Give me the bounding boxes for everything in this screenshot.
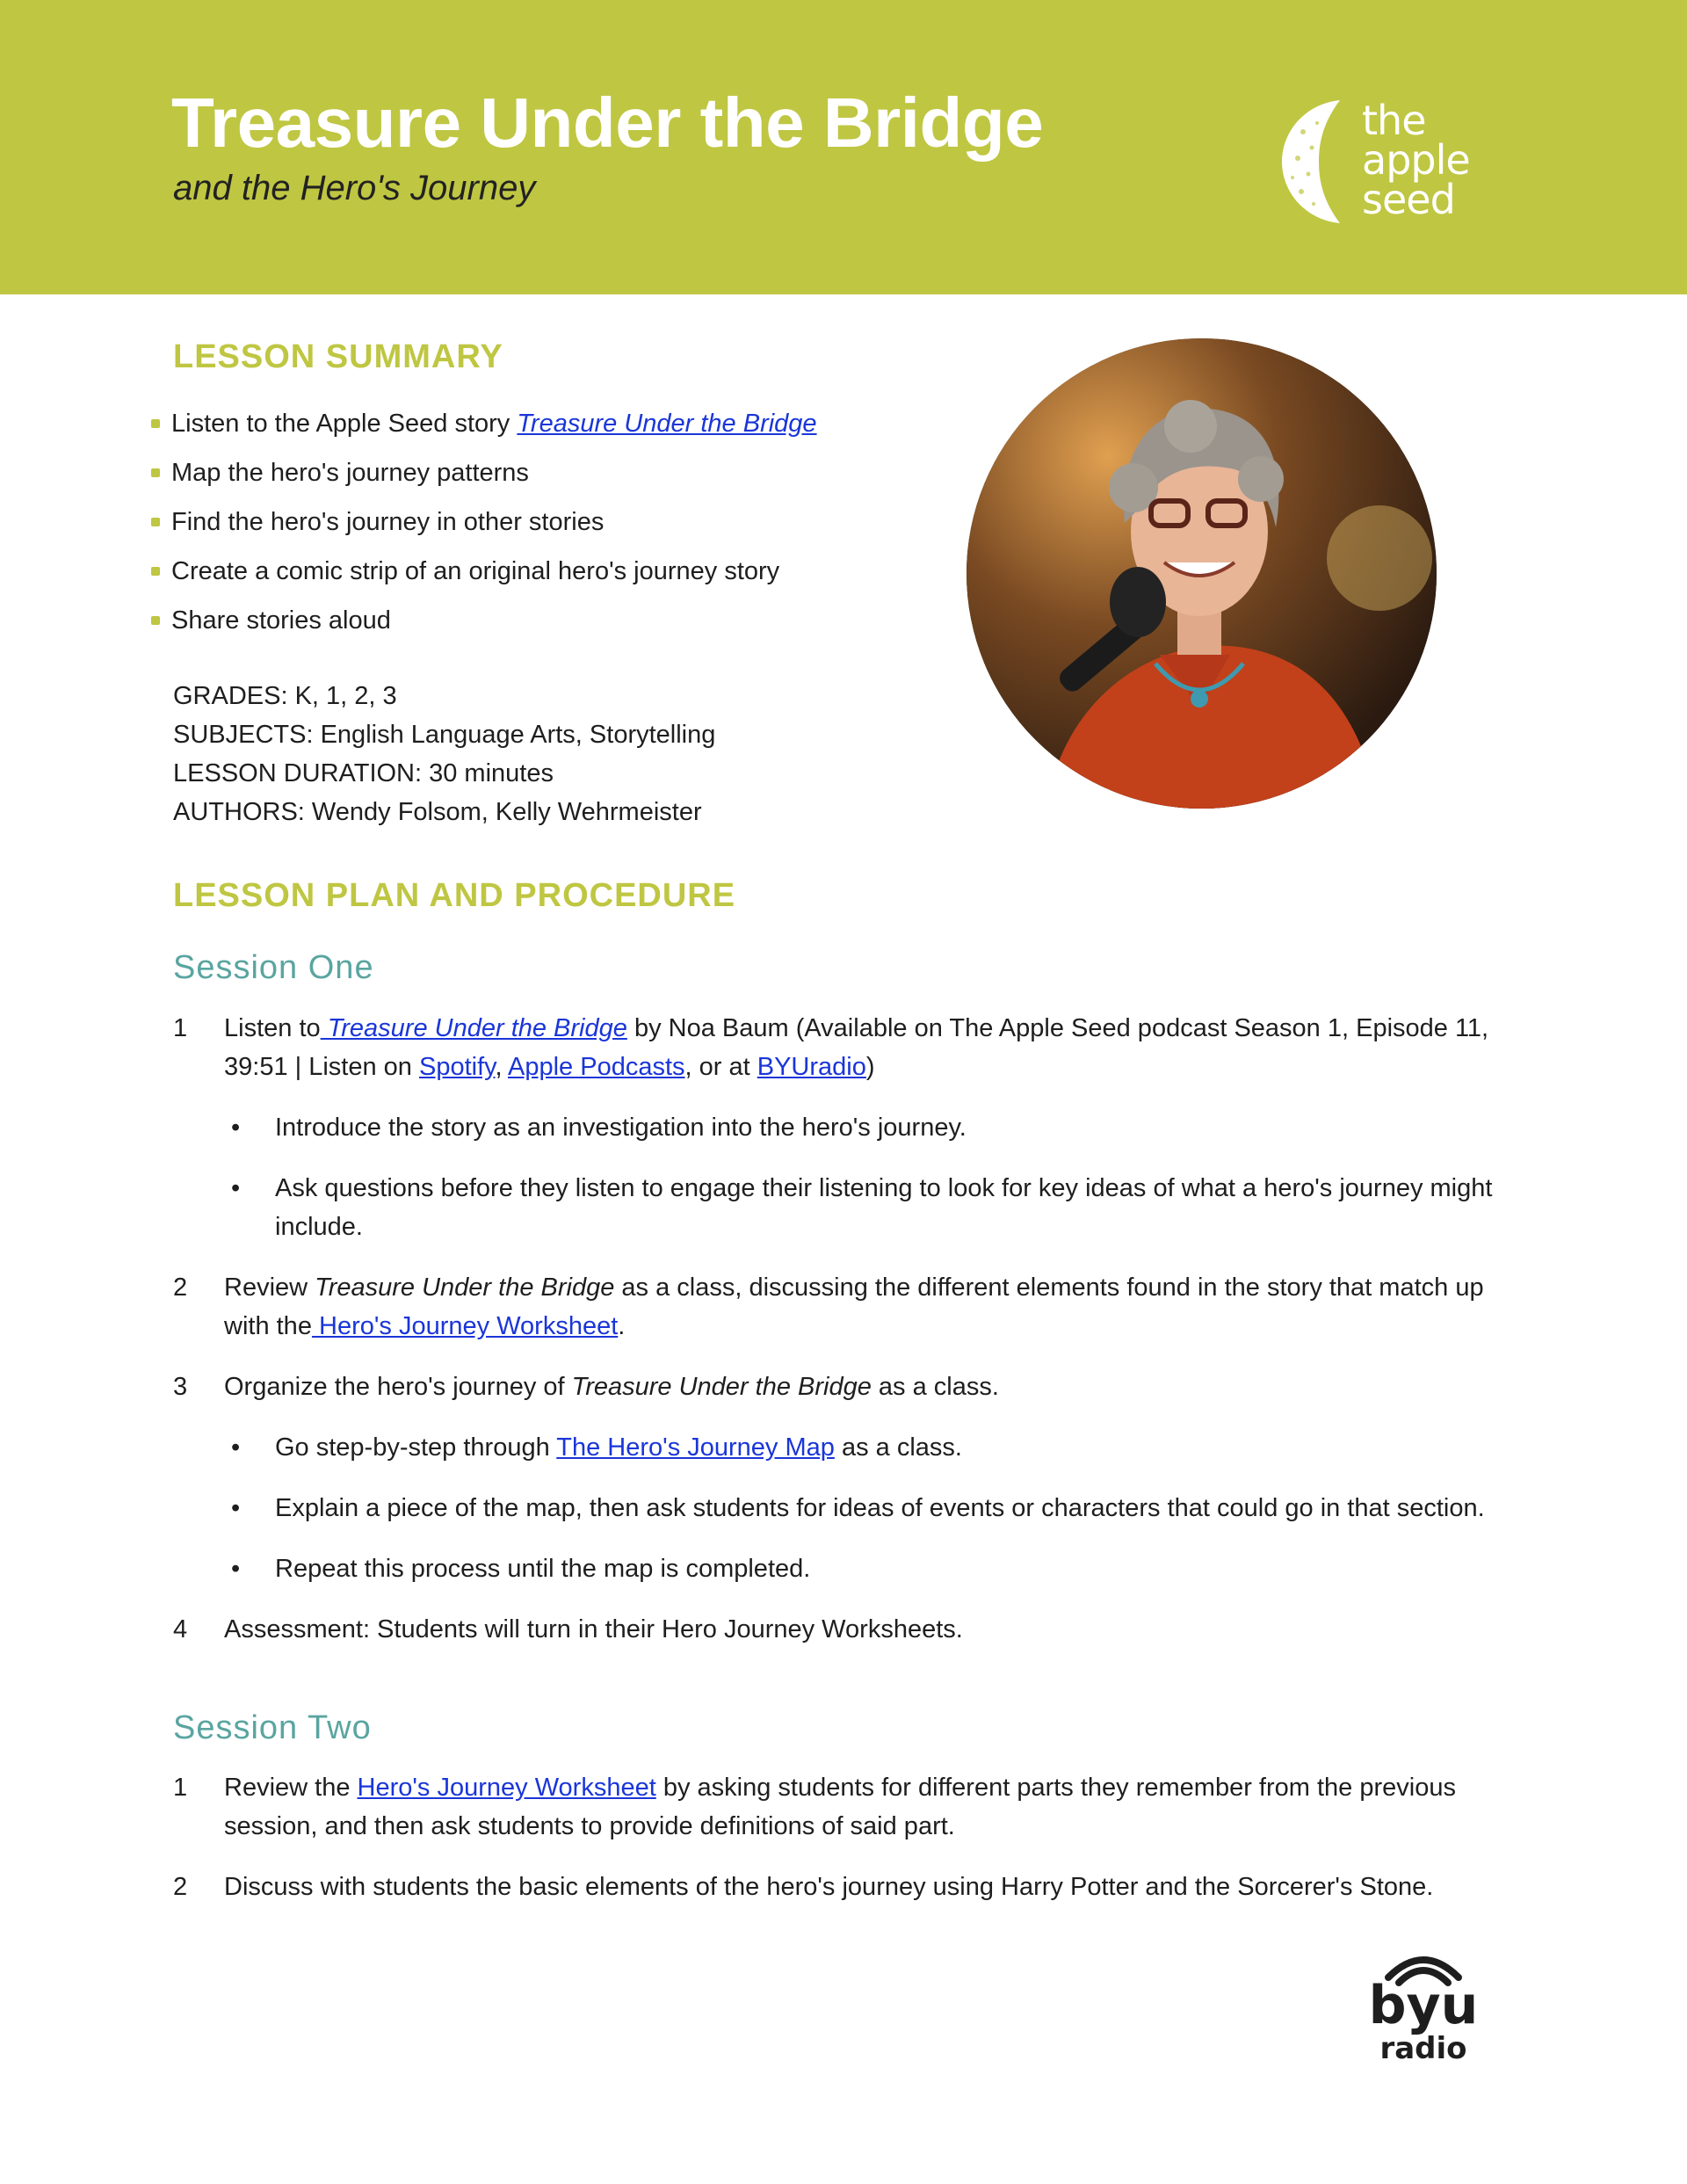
header-banner bbox=[0, 0, 1687, 294]
subjects-line: SUBJECTS: English Language Arts, Storytelling bbox=[173, 721, 716, 749]
story-link[interactable]: Treasure Under the Bridge bbox=[320, 1014, 627, 1042]
session-one-heading: Session One bbox=[173, 949, 374, 986]
heros-journey-map-link[interactable]: The Hero's Journey Map bbox=[556, 1433, 835, 1462]
sub-step-item: • Go step-by-step through The Hero's Journey Map as a class. bbox=[224, 1428, 1509, 1467]
step-item: 1 Review the Hero's Journey Worksheet by asking students for different parts they remember from the previous session, and then ask students to provide definitions of said part. bbox=[173, 1768, 1509, 1846]
bullet-icon bbox=[151, 567, 160, 576]
step-item: 3 Organize the hero's journey of Treasure Under the Bridge as a class. bbox=[173, 1368, 1509, 1406]
heros-journey-worksheet-link[interactable]: Hero's Journey Worksheet bbox=[311, 1312, 619, 1340]
duration-line: LESSON DURATION: 30 minutes bbox=[173, 759, 554, 787]
summary-list bbox=[148, 404, 938, 650]
step-number: 3 bbox=[173, 1373, 188, 1401]
byuradio-link[interactable]: BYUradio bbox=[757, 1053, 866, 1081]
radio-logo-text: radio bbox=[1379, 2031, 1467, 2065]
step-number: 1 bbox=[173, 1774, 188, 1802]
sub-step-item: • Repeat this process until the map is completed. bbox=[224, 1549, 1509, 1588]
authors-line: AUTHORS: Wendy Folsom, Kelly Wehrmeister bbox=[173, 798, 702, 826]
session-one-steps bbox=[173, 1009, 1509, 1671]
spotify-link[interactable]: Spotify bbox=[418, 1053, 496, 1081]
step-item: 2 Review Treasure Under the Bridge as a class, discussing the different elements found in the story that match up with the Hero's Journey Worksheet. bbox=[173, 1268, 1509, 1346]
byu-logo-text: byu bbox=[1368, 1975, 1479, 2036]
step-number: 1 bbox=[173, 1014, 188, 1042]
logo-line-seed: seed bbox=[1362, 176, 1455, 223]
logo-line-the: the bbox=[1362, 97, 1426, 144]
summary-item: Map the hero's journey patterns bbox=[148, 453, 938, 503]
story-link[interactable]: Treasure Under the Bridge bbox=[517, 410, 817, 438]
grades-line: GRADES: K, 1, 2, 3 bbox=[173, 682, 397, 710]
bullet-icon: • bbox=[231, 1174, 241, 1202]
lesson-meta bbox=[173, 677, 715, 831]
session-two-steps bbox=[173, 1768, 1509, 1928]
heros-journey-worksheet-link[interactable]: Hero's Journey Worksheet bbox=[357, 1774, 656, 1802]
step-number: 2 bbox=[173, 1873, 188, 1901]
bullet-icon bbox=[151, 468, 160, 477]
summary-item: Share stories aloud bbox=[148, 601, 938, 650]
bullet-icon bbox=[151, 419, 160, 428]
apple-seed-logo-text bbox=[1362, 97, 1470, 223]
step-item: 2 Discuss with students the basic elements of the hero's journey using Harry Potter and the Sorcerer's Stone. bbox=[173, 1868, 1509, 1906]
step-item: 4 Assessment: Students will turn in their Hero Journey Worksheets. bbox=[173, 1610, 1509, 1649]
sub-step-item: • Ask questions before they listen to engage their listening to look for key ideas of what a hero's journey might include. bbox=[224, 1169, 1509, 1246]
step-number: 2 bbox=[173, 1273, 188, 1302]
storyteller-photo-illustration bbox=[967, 338, 1437, 809]
storyteller-photo bbox=[967, 338, 1437, 809]
bullet-icon bbox=[151, 616, 160, 625]
step-number: 4 bbox=[173, 1615, 188, 1643]
summary-item: Listen to the Apple Seed story Treasure Under the Bridge bbox=[148, 404, 938, 453]
logo-line-apple: apple bbox=[1362, 136, 1470, 184]
session-two-heading: Session Two bbox=[173, 1709, 372, 1746]
lesson-summary-heading: LESSON SUMMARY bbox=[173, 338, 503, 375]
bullet-icon: • bbox=[231, 1114, 241, 1142]
summary-item: Find the hero's journey in other stories bbox=[148, 503, 938, 552]
page-title: Treasure Under the Bridge bbox=[171, 83, 1044, 162]
byu-radio-logo-icon bbox=[1353, 1942, 1494, 2065]
bullet-icon bbox=[151, 518, 160, 526]
summary-item: Create a comic strip of an original hero's journey story bbox=[148, 552, 938, 601]
apple-podcasts-link[interactable]: Apple Podcasts bbox=[508, 1053, 685, 1081]
bullet-icon: • bbox=[231, 1494, 241, 1522]
bullet-icon: • bbox=[231, 1433, 241, 1462]
sub-step-item: • Explain a piece of the map, then ask students for ideas of events or characters that could go in that section. bbox=[224, 1489, 1509, 1527]
sub-step-item: • Introduce the story as an investigation into the hero's journey. bbox=[224, 1108, 1509, 1147]
step-item: 1 Listen to Treasure Under the Bridge by Noa Baum (Available on The Apple Seed podcast Season 1, Episode 11, 39:51 | Listen on Spotify, Apple Podcasts, or at BYUradio) bbox=[173, 1009, 1509, 1086]
apple-seed-logo-icon bbox=[1278, 97, 1349, 227]
lesson-plan-heading: LESSON PLAN AND PROCEDURE bbox=[173, 877, 736, 914]
bullet-icon: • bbox=[231, 1555, 241, 1583]
page-subtitle: and the Hero's Journey bbox=[173, 169, 536, 207]
